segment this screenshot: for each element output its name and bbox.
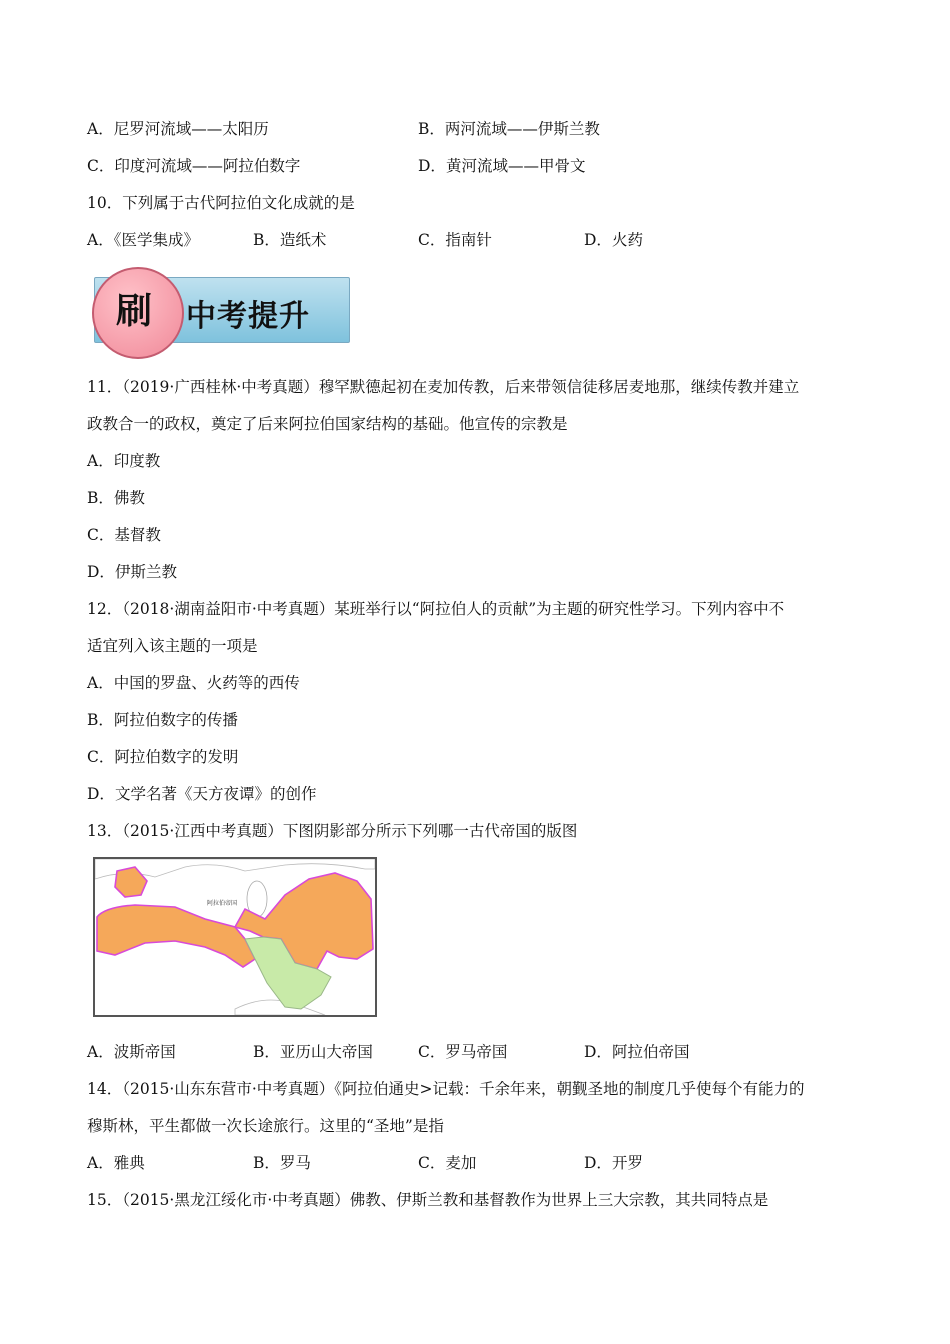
north-africa-region (97, 905, 255, 967)
q12-option-a[interactable]: A．中国的罗盘、火药等的西传 (87, 674, 300, 692)
q11-option-b[interactable]: B．佛教 (87, 489, 145, 507)
q13-option-a[interactable]: A．波斯帝国 (87, 1043, 176, 1061)
q11-stem-line1: 11．（2019·广西桂林·中考真题）穆罕默德起初在麦加传教，后来带领信徒移居麦地那，继续传教并建立 (87, 378, 800, 396)
section-banner (90, 273, 350, 345)
q13-option-c[interactable]: C．罗马帝国 (418, 1043, 508, 1061)
q15-stem: 15．（2015·黑龙江绥化市·中考真题）佛教、伊斯兰教和基督教作为世界上三大宗教，其共同特点是 (87, 1191, 769, 1209)
q10-option-c[interactable]: C．指南针 (418, 231, 492, 249)
q14-stem-line2: 穆斯林，平生都做一次长途旅行。这里的“圣地”是指 (87, 1117, 444, 1135)
q9-option-d[interactable]: D．黄河流域——甲骨文 (418, 157, 586, 175)
q14-option-a[interactable]: A．雅典 (87, 1154, 145, 1172)
q9-option-a[interactable]: A．尼罗河流域——太阳历 (87, 120, 269, 138)
q14-option-d[interactable]: D．开罗 (584, 1154, 643, 1172)
q14-option-b[interactable]: B．罗马 (253, 1154, 311, 1172)
q11-option-c[interactable]: C．基督教 (87, 526, 161, 544)
q9-option-c[interactable]: C．印度河流域——阿拉伯数字 (87, 157, 301, 175)
q11-option-d[interactable]: D．伊斯兰教 (87, 563, 177, 581)
q11-stem-line2: 政教合一的政权，奠定了后来阿拉伯国家结构的基础。他宣传的宗教是 (87, 415, 568, 433)
q14-option-c[interactable]: C．麦加 (418, 1154, 477, 1172)
q13-option-d[interactable]: D．阿拉伯帝国 (584, 1043, 690, 1061)
q12-option-c[interactable]: C．阿拉伯数字的发明 (87, 748, 239, 766)
q10-option-a[interactable]: A．《医学集成》 (87, 231, 199, 249)
banner-title: 中考提升 (186, 299, 310, 334)
banner-char: 刷 (116, 291, 153, 332)
q10-stem: 10．下列属于古代阿拉伯文化成就的是 (87, 194, 355, 212)
q13-option-b[interactable]: B．亚历山大帝国 (253, 1043, 373, 1061)
q12-option-b[interactable]: B．阿拉伯数字的传播 (87, 711, 238, 729)
empire-map-svg (95, 859, 375, 1015)
q12-stem-line1: 12．（2018·湖南益阳市·中考真题）某班举行以“阿拉伯人的贡献”为主题的研究性学习。下列内容中不 (87, 600, 785, 618)
q12-option-d[interactable]: D．文学名著《天方夜谭》的创作 (87, 785, 317, 803)
banner-circle (92, 267, 184, 359)
q14-stem-line1: 14．（2015·山东东营市·中考真题）《阿拉伯通史>记载：千余年来，朝觐圣地的制度几乎使每个有能力的 (87, 1080, 805, 1098)
empire-map (93, 857, 377, 1017)
q13-stem: 13．（2015·江西中考真题）下图阴影部分所示下列哪一古代帝国的版图 (87, 822, 578, 840)
map-label: 阿拉伯帝国 (207, 900, 238, 907)
q11-option-a[interactable]: A．印度教 (87, 452, 161, 470)
q10-option-b[interactable]: B．造纸术 (253, 231, 327, 249)
q10-option-d[interactable]: D．火药 (584, 231, 643, 249)
q12-stem-line2: 适宜列入该主题的一项是 (87, 637, 258, 655)
q9-option-b[interactable]: B．两河流域——伊斯兰教 (418, 120, 600, 138)
